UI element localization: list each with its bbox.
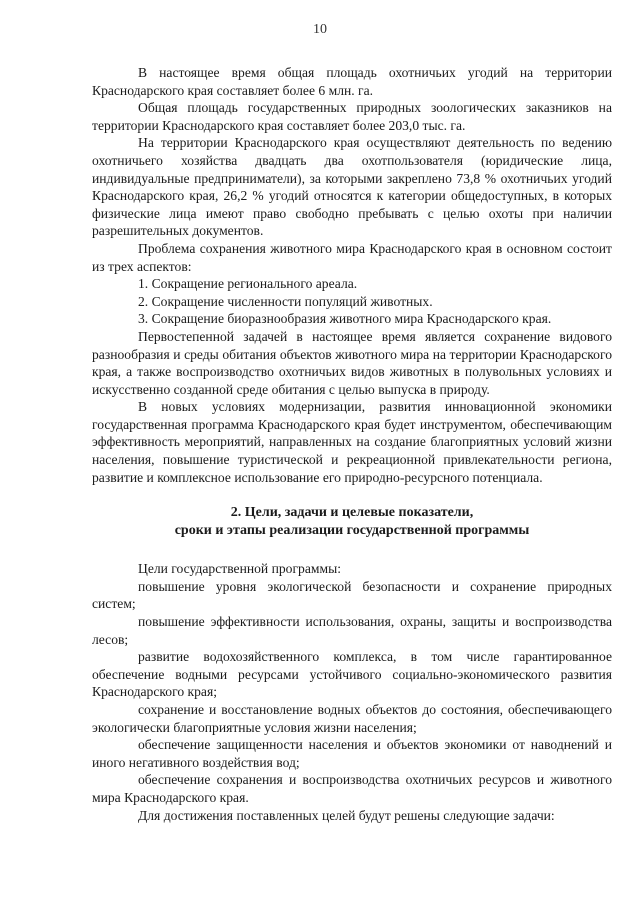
paragraph-reserves-area: Общая площадь государственных природных зоологических заказников на территории Краснодарского края составляет более 203,0 тыс. га. [92, 100, 612, 133]
aspect-item-2: 2. Сокращение численности популяций животных. [138, 293, 433, 309]
section-heading-line-1: 2. Цели, задачи и целевые показатели, [230, 505, 474, 521]
paragraph-hunting-area: В настоящее время общая площадь охотничьих угодий на территории Краснодарского края составляет более 6 млн. га. [92, 65, 612, 98]
goal-item-3: развитие водохозяйственного комплекса, в том числе гарантированное обеспечение водными ресурсами устойчивого социально-экономического развития Краснодарского края; [92, 649, 612, 700]
section-heading-line-2: сроки и этапы реализации государственной программы [174, 523, 530, 539]
goal-item-2: повышение эффективности использования, охраны, защиты и воспроизводства лесов; [92, 614, 612, 647]
paragraph-problem-aspects: Проблема сохранения животного мира Краснодарского края в основном состоит из трех аспектов: [92, 240, 612, 274]
paragraph-hunting-users: На территории Краснодарского края осуществляют деятельность по ведению охотничьего хозяйства двадцать два охотпользователя (юридические лица, индивидуальные предприниматели), за которыми закреплено 73,8 % охотничьих угодий Краснодарского края, 26,2 % угодий относятся к категории общедоступных, в которых физические лица имеют право свободно пребывать с целью охоты при наличии разрешительных документов. [92, 135, 612, 239]
goals-intro: Цели государственной программы: [138, 561, 341, 577]
paragraph-primary-task: Первостепенной задачей в настоящее время является сохранение видового разнообразия и среды обитания объектов животного мира на территории Краснодарского края, а также воспроизводство охотничьих видов животных в полувольных условиях и искусственно созданной среде обитания с целью выпуска в природу. [92, 328, 612, 397]
aspect-item-3: 3. Сокращение биоразнообразия животного мира Краснодарского края. [138, 311, 552, 327]
section-heading [92, 504, 612, 540]
tasks-intro: Для достижения поставленных целей будут решены следующие задачи: [138, 807, 555, 823]
aspect-item-1: 1. Сокращение регионального ареала. [138, 276, 358, 292]
document-body [92, 64, 612, 824]
page-number: 10 [313, 22, 327, 37]
goal-item-1: повышение уровня экологической безопасности и сохранение природных систем; [92, 578, 612, 612]
goal-item-5: обеспечение защищенности населения и объектов экономики от наводнений и иного негативного воздействия вод; [92, 737, 612, 770]
paragraph-modernization: В новых условиях модернизации, развития инновационной экономики государственная программа Краснодарского края будет инструментом, обеспечивающим эффективность мероприятий, направленных на создание благоприятных условий жизни населения, повышение туристической и рекреационной привлекательности региона, развитие и комплексное использование его природно-ресурсного потенциала. [92, 399, 612, 485]
goal-item-4: сохранение и восстановление водных объектов до состояния, обеспечивающего экологически благоприятные условия жизни населения; [92, 702, 612, 735]
goal-item-6: обеспечение сохранения и воспроизводства охотничьих ресурсов и животного мира Краснодарского края. [92, 772, 612, 805]
